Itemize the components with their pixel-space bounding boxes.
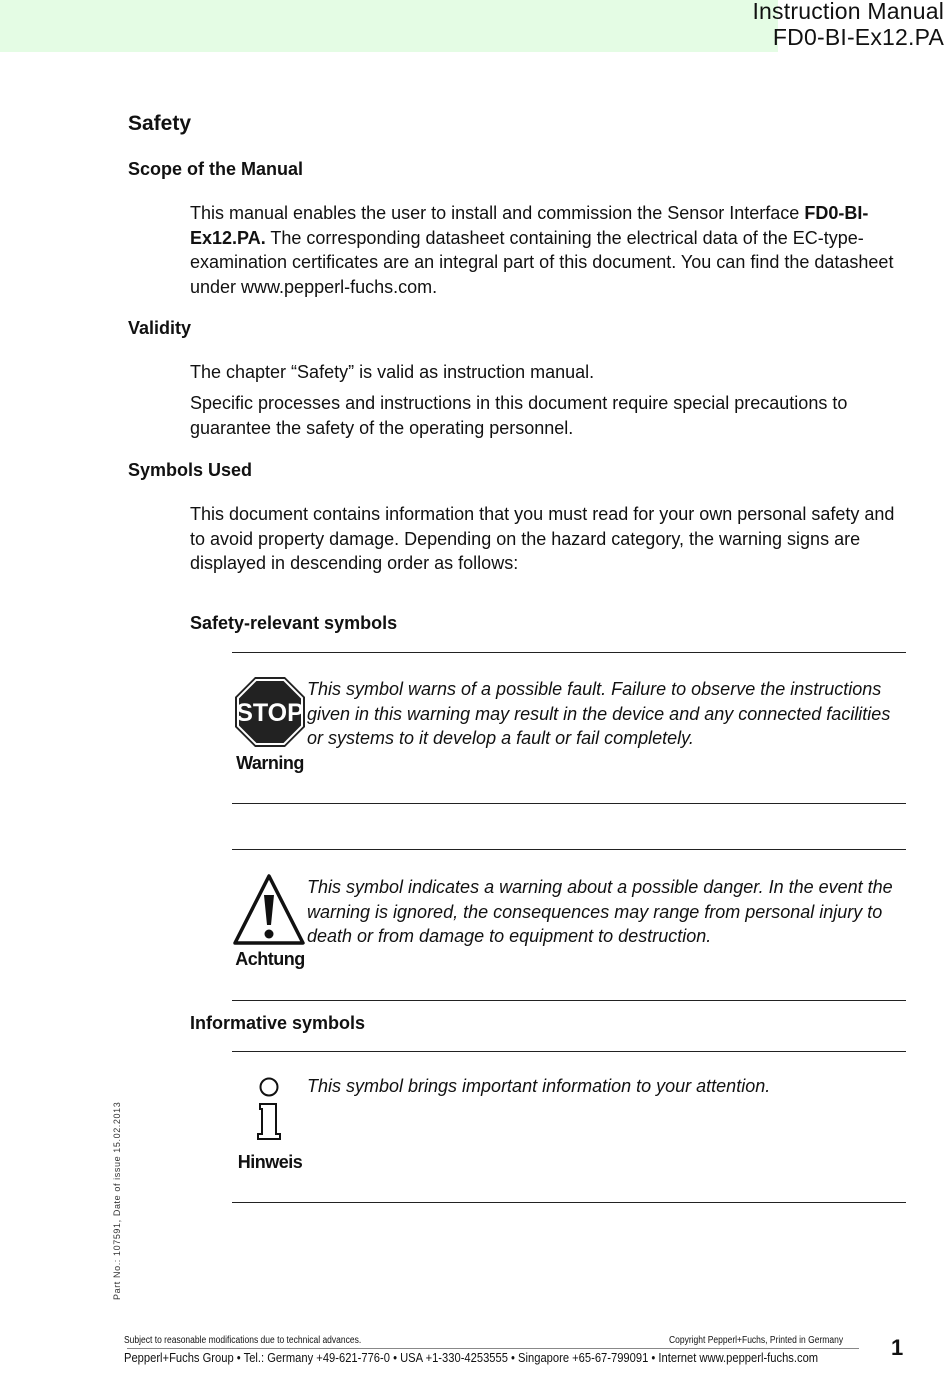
footer-copyright: Copyright Pepperl+Fuchs, Printed in Germany [669,1335,844,1346]
hinweis-label: Hinweis [237,1152,303,1172]
safety-symbols-heading: Safety-relevant symbols [190,613,398,633]
info-icon [255,1076,283,1142]
scope-text [190,201,906,299]
scope-text-a: This manual enables the user to install and commission the Sensor Interface [190,203,805,223]
divider [232,803,906,804]
scope-model: FD0-BI-Ex12.PA. [190,203,869,248]
svg-text:STOP: STOP [236,699,304,727]
divider [232,652,906,653]
hinweis-text: This symbol brings important information to your attention. [307,1076,771,1096]
footer-divider [127,1348,859,1349]
page-number: 1 [891,1335,904,1360]
achtung-text: This symbol indicates a warning about a possible danger. In the event the warning is ignored, the consequences may range from personal injury to death or from damage to equipment to destruction. [307,877,893,946]
validity-p2: Specific processes and instructions in this document require special precautions to guarantee the safety of the operating personnel. [190,393,848,438]
header-title: Instruction Manual [752,0,944,24]
header-band [0,0,944,52]
warning-triangle-icon [233,873,305,946]
informative-symbols-heading: Informative symbols [190,1013,366,1033]
section-title: Safety [128,112,192,135]
achtung-label: Achtung [235,949,305,969]
divider [232,849,906,850]
footer-contact: Pepperl+Fuchs Group • Tel.: Germany +49-621-776-0 • USA +1-330-4253555 • Singapore +65-67-799091 • Internet www.pepperl-fuchs.com [124,1350,819,1365]
symbols-text: This document contains information that you must read for your own personal safety and to avoid property damage. Depending on the hazard category, the warning signs are displayed in descending order as follows: [190,504,895,573]
part-number-note: Part No.: 107591, Date of issue 15.02.2013 [112,1101,122,1300]
divider [232,1051,906,1052]
validity-heading: Validity [128,318,192,338]
divider [232,1202,906,1203]
warning-text: This symbol warns of a possible fault. Failure to observe the instructions given in this warning may result in the device and any connected facilities or systems to it develop a fault or fail completely. [307,679,891,748]
footer-disclaimer: Subject to reasonable modifications due to technical advances. [124,1335,362,1346]
warning-label: Warning [236,753,304,773]
symbols-heading: Symbols Used [128,460,253,480]
scope-heading: Scope of the Manual [128,159,304,179]
scope-text-b: The corresponding datasheet containing the electrical data of the EC-type-examination certificates are an integral part of this document. You can find the datasheet under www.pepperl-fuchs.com. [190,227,894,297]
stop-sign-icon [234,676,306,748]
divider [232,1000,906,1001]
header-model: FD0-BI-Ex12.PA [772,24,944,50]
validity-p1: The chapter “Safety” is valid as instruction manual. [190,362,595,382]
